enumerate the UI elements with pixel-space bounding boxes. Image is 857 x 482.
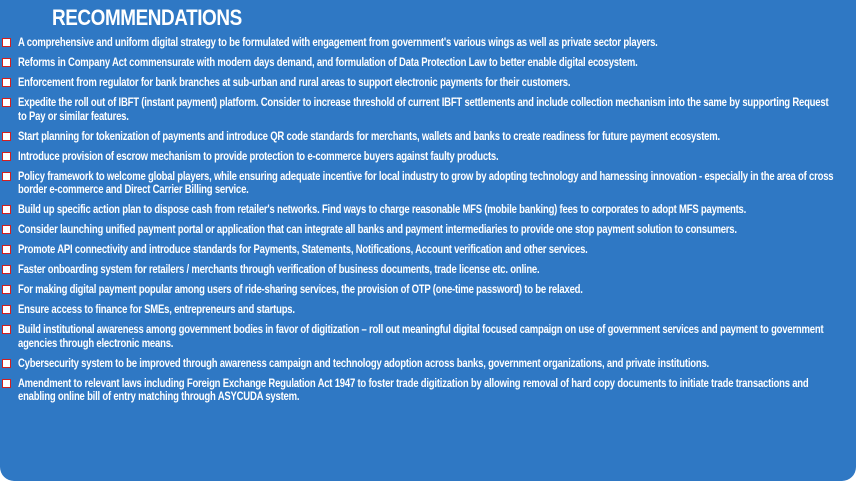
list-item — [2, 76, 846, 90]
list-item-text: Promote API connectivity and introduce standards for Payments, Statements, Notifications, Account verification and other services. — [18, 243, 588, 256]
checkbox-icon — [2, 245, 11, 254]
checkbox-icon — [2, 132, 11, 141]
checkbox-icon — [2, 205, 11, 214]
checkbox-icon — [2, 359, 11, 368]
list-item — [2, 36, 846, 50]
list-item-text: Faster onboarding system for retailers / merchants through verification of business documents, trade license etc. online. — [18, 263, 540, 276]
checkbox-icon — [2, 58, 11, 67]
checkbox-icon — [2, 78, 11, 87]
checkbox-icon — [2, 152, 11, 161]
list-item — [2, 56, 846, 70]
list-item — [2, 223, 846, 237]
list-item — [2, 96, 846, 123]
list-item-text: Cybersecurity system to be improved through awareness campaign and technology adoption across banks, government organizations, and private institutions. — [18, 356, 709, 370]
list-item-text: Amendment to relevant laws including Foreign Exchange Regulation Act 1947 to foster trade digitization by allowing removal of hard copy documents to initiate trade transactions and enabling online bill of entry matching through ASYCUDA system. — [18, 376, 809, 403]
list-item — [2, 303, 846, 317]
list-item-text: Start planning for tokenization of payments and introduce QR code standards for merchants, wallets and banks to create readiness for future payment ecosystem. — [18, 129, 720, 143]
list-item — [2, 150, 846, 164]
recommendations-list — [2, 36, 846, 404]
list-item-text: Policy framework to welcome global players, while ensuring adequate incentive for local industry to grow by adopting technology and harnessing innovation - especially in the area of cross border e-commerce and Direct Carrier Billing service. — [18, 169, 834, 196]
list-item — [2, 323, 846, 350]
list-item — [2, 203, 846, 217]
list-item-text: Expedite the roll out of IBFT (instant payment) platform. Consider to increase threshold of current IBFT settlements and include collection mechanism into the same by supporting Request to Pay or similar features. — [18, 96, 829, 123]
page-title: RECOMMENDATIONS — [52, 5, 242, 30]
list-item-text: Reforms in Company Act commensurate with modern days demand, and formulation of Data Protection Law to better enable digital ecosystem. — [18, 56, 638, 69]
checkbox-icon — [2, 172, 11, 181]
list-item-text: Build institutional awareness among government bodies in favor of digitization – roll out meaningful digital focused campaign on use of government services and payment to government agencies through electronic means. — [18, 323, 824, 350]
checkbox-icon — [2, 325, 11, 334]
checkbox-icon — [2, 265, 11, 274]
checkbox-icon — [2, 285, 11, 294]
list-item-text: For making digital payment popular among users of ride-sharing services, the provision of OTP (one-time password) to be relaxed. — [18, 283, 583, 296]
list-item — [2, 170, 846, 197]
checkbox-icon — [2, 225, 11, 234]
list-item-text: Build up specific action plan to dispose cash from retailer's networks. Find ways to charge reasonable MFS (mobile banking) fees to corporates to adopt MFS payments. — [18, 203, 747, 216]
list-item — [2, 283, 846, 297]
list-item-text: Ensure access to finance for SMEs, entrepreneurs and startups. — [18, 303, 295, 316]
list-item-text: A comprehensive and uniform digital strategy to be formulated with engagement from government's various wings as well as private sector players. — [18, 36, 658, 49]
list-item — [2, 130, 846, 144]
list-item — [2, 243, 846, 257]
checkbox-icon — [2, 38, 11, 47]
list-item-text: Enforcement from regulator for bank branches at sub-urban and rural areas to support electronic payments for their customers. — [18, 76, 571, 89]
list-item-text: Consider launching unified payment portal or application that can integrate all banks and payment intermediaries to provide one stop payment solution to consumers. — [18, 223, 737, 236]
list-item — [2, 263, 846, 277]
checkbox-icon — [2, 379, 11, 388]
list-item-text: Introduce provision of escrow mechanism to provide protection to e-commerce buyers against faulty products. — [18, 149, 499, 163]
list-item — [2, 377, 846, 404]
list-item — [2, 357, 846, 371]
checkbox-icon — [2, 305, 11, 314]
checkbox-icon — [2, 98, 11, 107]
